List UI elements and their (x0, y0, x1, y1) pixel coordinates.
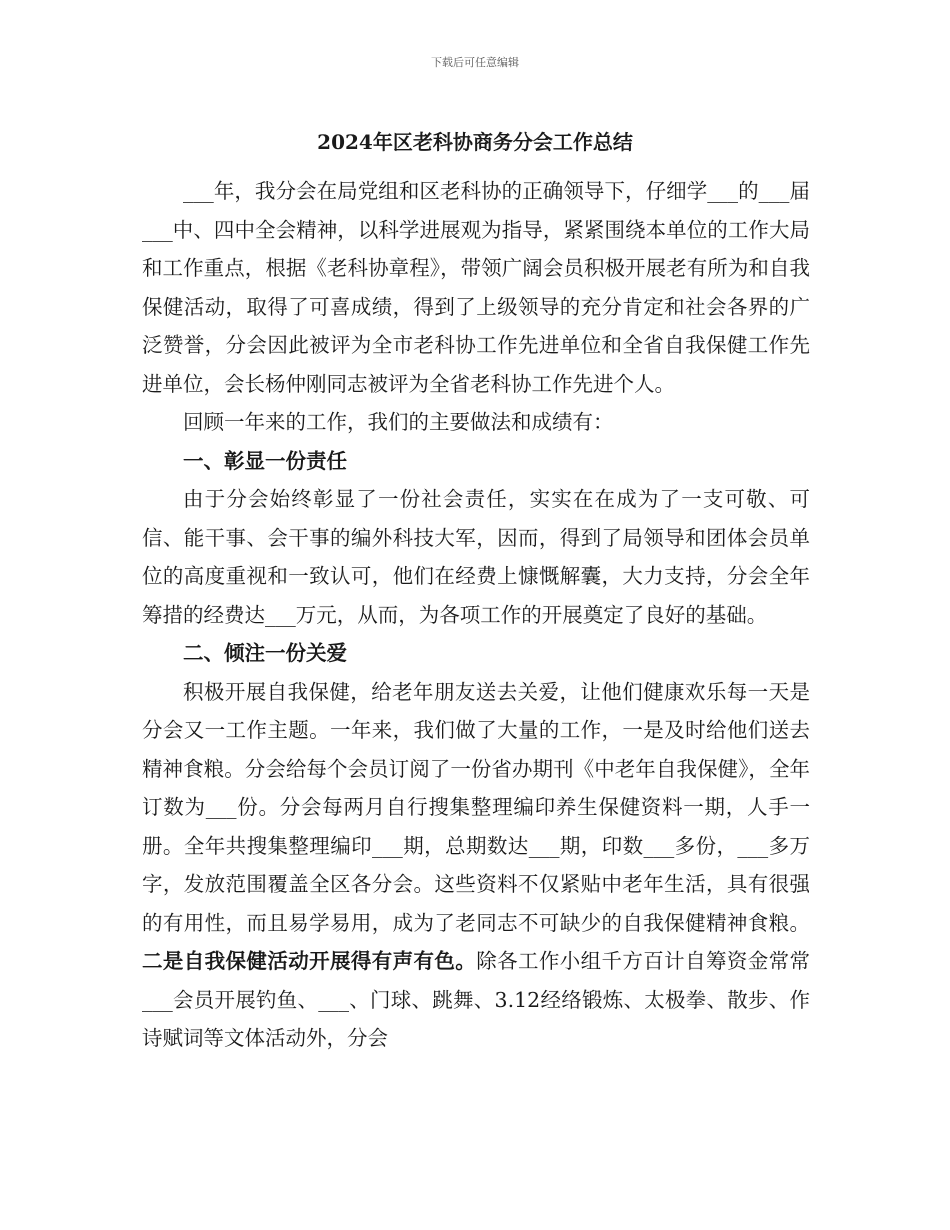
section-heading-care: 二、倾注一份关爱 (183, 641, 347, 665)
paragraph-care (142, 673, 810, 1058)
care-text-part2: 除各工作小组千方百计自筹资金常常___会员开展钓鱼、___、门球、跳舞、3.12经络锻炼、太极拳、散步、作诗赋词等文体活动外，分会 (142, 949, 811, 1050)
care-text-part1: 积极开展自我保健，给老年朋友送去关爱，让他们健康欢乐每一天是分会又一工作主题。一年来，我们做了大量的工作，一是及时给他们送去精神食粮。分会给每个会员订阅了一份省办期刊《中老年自我保健》，全年订数为___份。分会每两月自行搜集整理编印养生保健资料一期，人手一册。全年共搜集整理编印___期，总期数达___期，印数___多份，___多万字，发放范围覆盖全区各分会。这些资料不仅紧贴中老年生活，具有很强的有用性，而且易学易用，成为了老同志不可缺少的自我保健精神食粮。 (142, 679, 810, 935)
paragraph-review: 回顾一年来的工作，我们的主要做法和成绩有： (183, 410, 614, 434)
paragraph-intro: ___年，我分会在局党组和区老科协的正确领导下，仔细学___的___届___中、四中全会精神，以科学进展观为指导，紧紧围绕本单位的工作大局和工作重点，根据《老科协章程》，带领广阔会员积极开展老有所为和自我保健活动，取得了可喜成绩，得到了上级领导的充分肯定和社会各界的广泛赞誉，分会因此被评为全市老科协工作先进单位和全省自我保健工作先进单位，会长杨仲刚同志被评为全省老科协工作先进个人。 (142, 179, 810, 396)
care-text-bold: 二是自我保健活动开展得有声有色。 (142, 949, 477, 973)
paragraph-responsibility: 由于分会始终彰显了一份社会责任，实实在在成为了一支可敬、可信、能干事、会干事的编外科技大军，因而，得到了局领导和团体会员单位的高度重视和一致认可，他们在经费上慷慨解囊，大力支持，分会全年筹措的经费达___万元，从而，为各项工作的开展奠定了良好的基础。 (142, 487, 810, 627)
document-body (142, 172, 810, 1058)
section-heading-responsibility: 一、彰显一份责任 (183, 448, 347, 473)
document-title: 2024年区老科协商务分会工作总结 (317, 130, 633, 154)
page-header-note: 下载后可任意编辑 (431, 56, 519, 69)
